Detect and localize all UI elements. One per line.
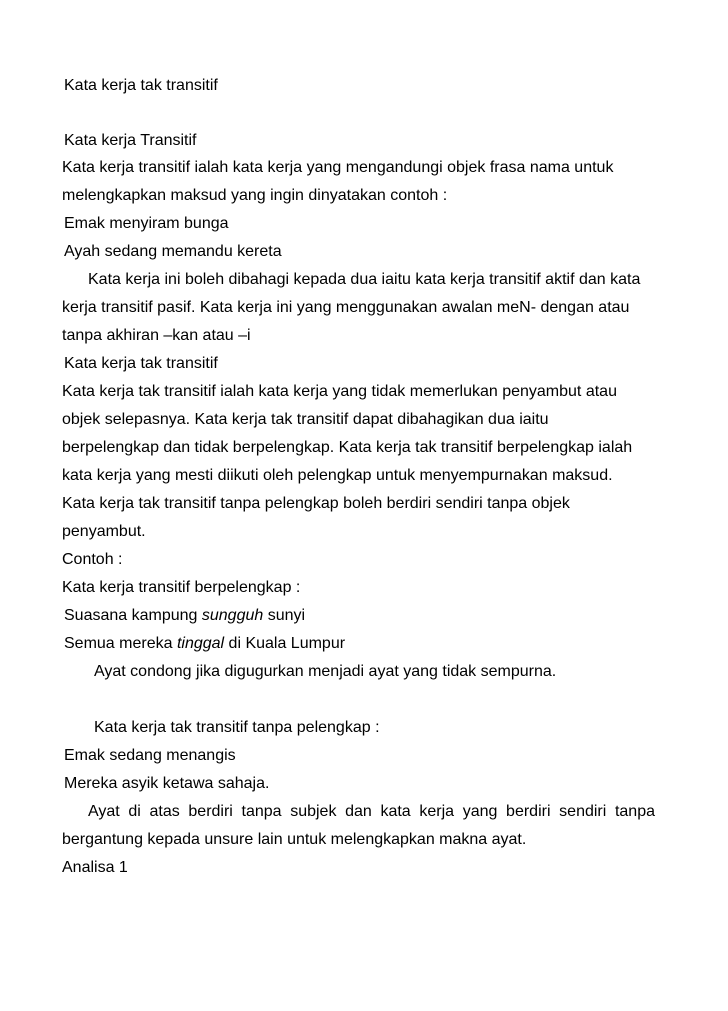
paragraph-line: Kata kerja transitif ialah kata kerja yang mengandungi objek frasa nama untuk bbox=[62, 159, 614, 176]
italic-word: sungguh bbox=[201, 607, 264, 624]
subheading-berpelengkap: Kata kerja transitif berpelengkap : bbox=[62, 579, 301, 596]
paragraph-line: Kata kerja tak transitif ialah kata kerja yang tidak memerlukan penyambut atau bbox=[62, 383, 617, 400]
example-line: Emak menyiram bunga bbox=[64, 215, 229, 232]
text-pre: Semua mereka bbox=[64, 635, 177, 652]
paragraph-line: berpelengkap dan tidak berpelengkap. Kata kerja tak transitif berpelengkap ialah bbox=[62, 439, 633, 456]
heading-kata-kerja-transitif: Kata kerja Transitif bbox=[64, 132, 197, 149]
example-line: Mereka asyik ketawa sahaja. bbox=[64, 775, 270, 792]
italic-word: tinggal bbox=[176, 635, 225, 652]
paragraph-line: kerja transitif pasif. Kata kerja ini yang menggunakan awalan meN- dengan atau bbox=[62, 299, 630, 316]
text-post: di Kuala Lumpur bbox=[224, 635, 346, 652]
example-line: Ayah sedang memandu kereta bbox=[64, 243, 282, 260]
heading-kata-kerja-tak-transitif: Kata kerja tak transitif bbox=[64, 77, 218, 94]
paragraph-line: melengkapkan maksud yang ingin dinyatakan contoh : bbox=[62, 187, 448, 204]
paragraph-line: bergantung kepada unsure lain untuk melengkapkan makna ayat. bbox=[62, 831, 527, 848]
example-line-italic bbox=[64, 634, 659, 654]
analisa-label: Analisa 1 bbox=[62, 859, 128, 876]
contoh-label: Contoh : bbox=[62, 551, 123, 568]
paragraph-line: objek selepasnya. Kata kerja tak transitif dapat dibahagikan dua iaitu bbox=[62, 411, 549, 428]
paragraph-line: penyambut. bbox=[62, 523, 146, 540]
paragraph-line: Kata kerja ini boleh dibahagi kepada dua iaitu kata kerja transitif aktif dan kata bbox=[88, 271, 641, 288]
paragraph-line: Ayat di atas berdiri tanpa subjek dan kata kerja yang berdiri sendiri tanpa bbox=[88, 803, 655, 820]
paragraph-line: Kata kerja tak transitif tanpa pelengkap boleh berdiri sendiri tanpa objek bbox=[62, 495, 570, 512]
subheading-tanpa-pelengkap: Kata kerja tak transitif tanpa pelengkap : bbox=[94, 719, 380, 736]
paragraph-line: kata kerja yang mesti diikuti oleh pelengkap untuk menyempurnakan maksud. bbox=[62, 467, 613, 484]
paragraph-line: Ayat condong jika digugurkan menjadi ayat yang tidak sempurna. bbox=[94, 663, 557, 680]
text-post: sunyi bbox=[263, 607, 306, 624]
example-line-italic bbox=[64, 606, 659, 626]
text-pre: Suasana kampung bbox=[64, 607, 202, 624]
example-line: Emak sedang menangis bbox=[64, 747, 236, 764]
heading-kata-kerja-tak-transitif-2: Kata kerja tak transitif bbox=[64, 355, 218, 372]
paragraph-line: tanpa akhiran –kan atau –i bbox=[62, 327, 251, 344]
